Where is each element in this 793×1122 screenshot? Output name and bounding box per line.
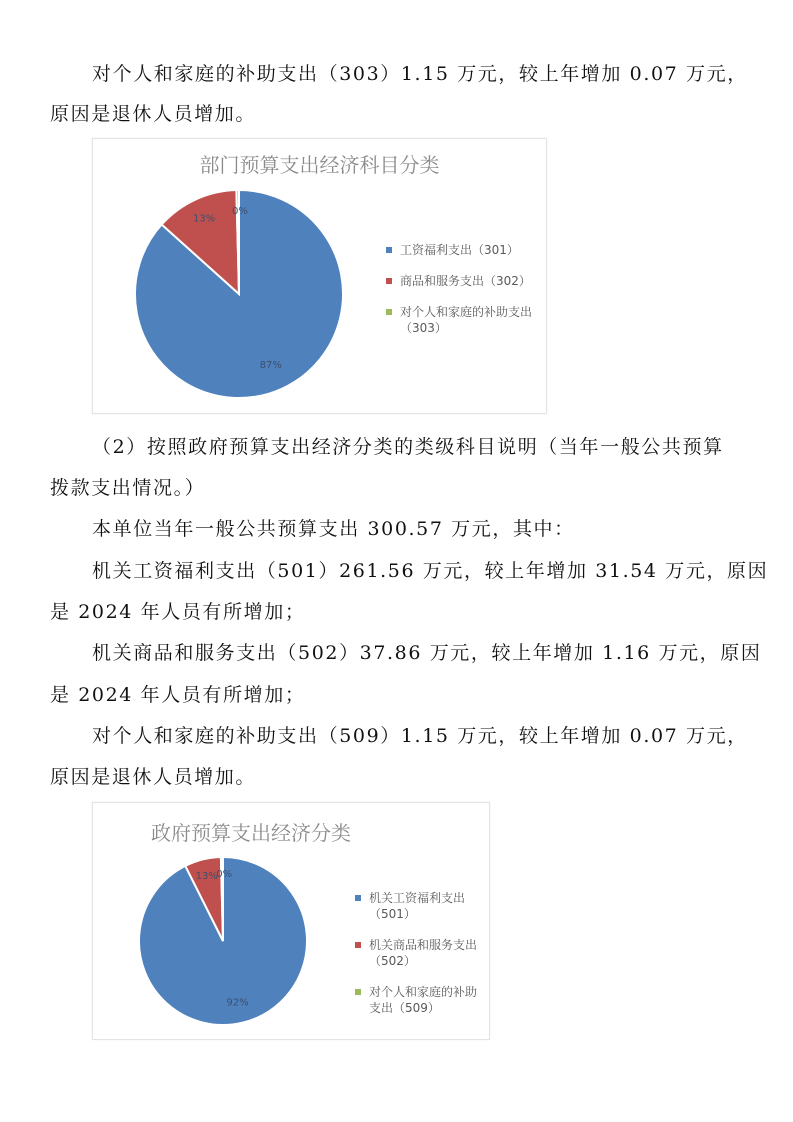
paragraph-line: （2）按照政府预算支出经济分类的类级科目说明（当年一般公共预算 (92, 436, 724, 458)
paragraph-line: 对个人和家庭的补助支出（303）1.15 万元，较上年增加 0.07 万元， (92, 63, 748, 85)
slice-label: 13% (193, 213, 216, 225)
legend-label: 工资福利支出（301） (400, 243, 519, 257)
paragraph-line: 本单位当年一般公共预算支出 300.57 万元，其中： (92, 518, 575, 540)
legend-swatch (386, 247, 392, 253)
dept-budget-pie-chart (92, 138, 547, 414)
legend-label: 机关工资福利支出 （501） (369, 891, 466, 921)
legend-label: 机关商品和服务支出 （502） (369, 938, 478, 968)
paragraph-line: 是 2024 年人员有所增加； (50, 601, 306, 623)
paragraph-line: 机关工资福利支出（501）261.56 万元，较上年增加 31.54 万元，原因 (92, 560, 769, 582)
paragraph-line: 拨款支出情况。） (50, 477, 206, 499)
paragraph-line: 机关商品和服务支出（502）37.86 万元，较上年增加 1.16 万元，原因 (92, 642, 762, 664)
legend-label: 对个人和家庭的补助支出 （303） (400, 305, 533, 335)
slice-label: 13% (195, 870, 218, 882)
paragraph-line: 原因是退休人员增加。 (50, 766, 257, 788)
legend-entry (386, 242, 546, 258)
legend-swatch (386, 278, 392, 284)
paragraph-line: 对个人和家庭的补助支出（509）1.15 万元，较上年增加 0.07 万元， (92, 725, 748, 747)
legend-entry (386, 273, 546, 289)
legend-swatch (386, 309, 392, 315)
legend-swatch (355, 895, 361, 901)
legend-swatch (355, 942, 361, 948)
chart-legend (355, 890, 487, 1031)
chart-title: 政府预算支出经济分类 (151, 821, 351, 845)
legend-label: 对个人和家庭的补助 支出（509） (369, 985, 478, 1015)
legend-label: 商品和服务支出（302） (400, 274, 531, 288)
slice-label: 87% (259, 360, 282, 372)
chart-legend (386, 242, 546, 351)
slice-label: 0% (216, 868, 233, 880)
slice-label: 0% (232, 205, 248, 217)
legend-entry (386, 304, 546, 336)
legend-entry (355, 984, 487, 1016)
legend-entry (355, 890, 487, 922)
legend-entry (355, 937, 487, 969)
chart-title: 部门预算支出经济科目分类 (199, 153, 440, 177)
slice-label: 92% (226, 997, 249, 1009)
paragraph-line: 原因是退休人员增加。 (50, 103, 257, 125)
legend-swatch (355, 989, 361, 995)
paragraph-line: 是 2024 年人员有所增加； (50, 684, 306, 706)
gov-budget-pie-chart (92, 802, 490, 1040)
